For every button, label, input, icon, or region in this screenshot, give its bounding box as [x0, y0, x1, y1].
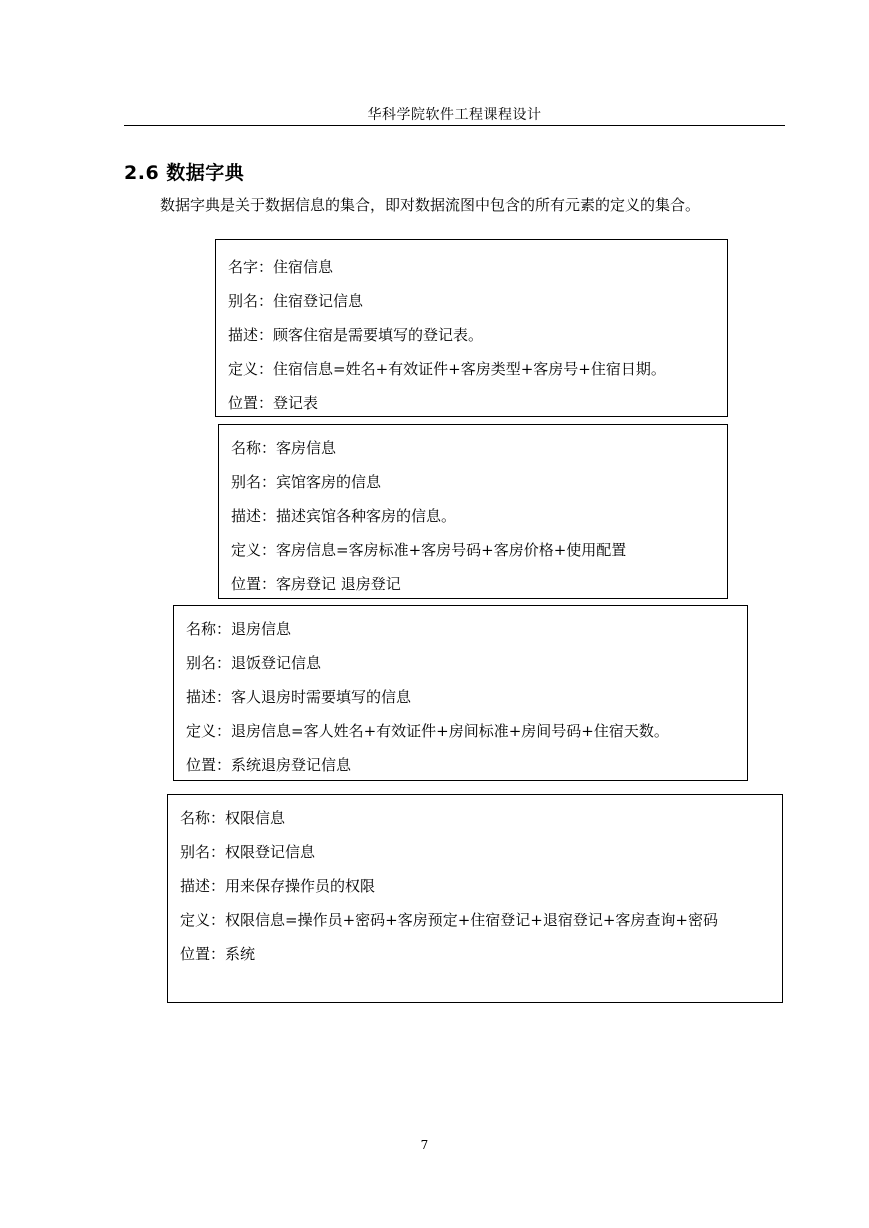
entry-definition: 定义：住宿信息=姓名+有效证件+客房类型+客房号+住宿日期。: [228, 360, 666, 378]
entry-definition: 定义：退房信息=客人姓名+有效证件+房间标准+房间号码+住宿天数。: [186, 722, 669, 740]
entry-alias: 别名：退饭登记信息: [186, 654, 322, 672]
entry-name: 名称：客房信息: [231, 439, 337, 457]
data-dictionary-entry-permission: [167, 794, 783, 1003]
data-dictionary-entry-checkout: [173, 605, 748, 781]
section-intro: 数据字典是关于数据信息的集合，即对数据流图中包含的所有元素的定义的集合。: [160, 196, 701, 214]
entry-name: 名称：退房信息: [186, 620, 292, 638]
entry-description: 描述：描述宾馆各种客房的信息。: [231, 507, 457, 525]
entry-definition: 定义：权限信息=操作员+密码+客房预定+住宿登记+退宿登记+客房查询+密码: [180, 911, 718, 929]
data-dictionary-entry-room: [218, 424, 728, 599]
entry-description: 描述：用来保存操作员的权限: [180, 877, 376, 895]
header-divider: [124, 125, 785, 126]
entry-name: 名字：住宿信息: [228, 258, 334, 276]
entry-description: 描述：客人退房时需要填写的信息: [186, 688, 412, 706]
entry-name: 名称：权限信息: [180, 809, 286, 827]
data-dictionary-entry-lodging: [215, 239, 728, 417]
entry-description: 描述：顾客住宿是需要填写的登记表。: [228, 326, 484, 344]
entry-location: 位置：系统退房登记信息: [186, 756, 352, 774]
entry-location: 位置：客房登记 退房登记: [231, 575, 401, 593]
entry-location: 位置：登记表: [228, 394, 319, 412]
entry-definition: 定义：客房信息=客房标准+客房号码+客房价格+使用配置: [231, 541, 627, 559]
section-heading: 2.6 数据字典: [124, 162, 245, 184]
entry-location: 位置：系统: [180, 945, 256, 963]
entry-alias: 别名：权限登记信息: [180, 843, 316, 861]
page-header-title: 华科学院软件工程课程设计: [367, 107, 542, 123]
entry-alias: 别名：住宿登记信息: [228, 292, 364, 310]
entry-alias: 别名：宾馆客房的信息: [231, 473, 382, 491]
page-number: 7: [420, 1138, 429, 1152]
